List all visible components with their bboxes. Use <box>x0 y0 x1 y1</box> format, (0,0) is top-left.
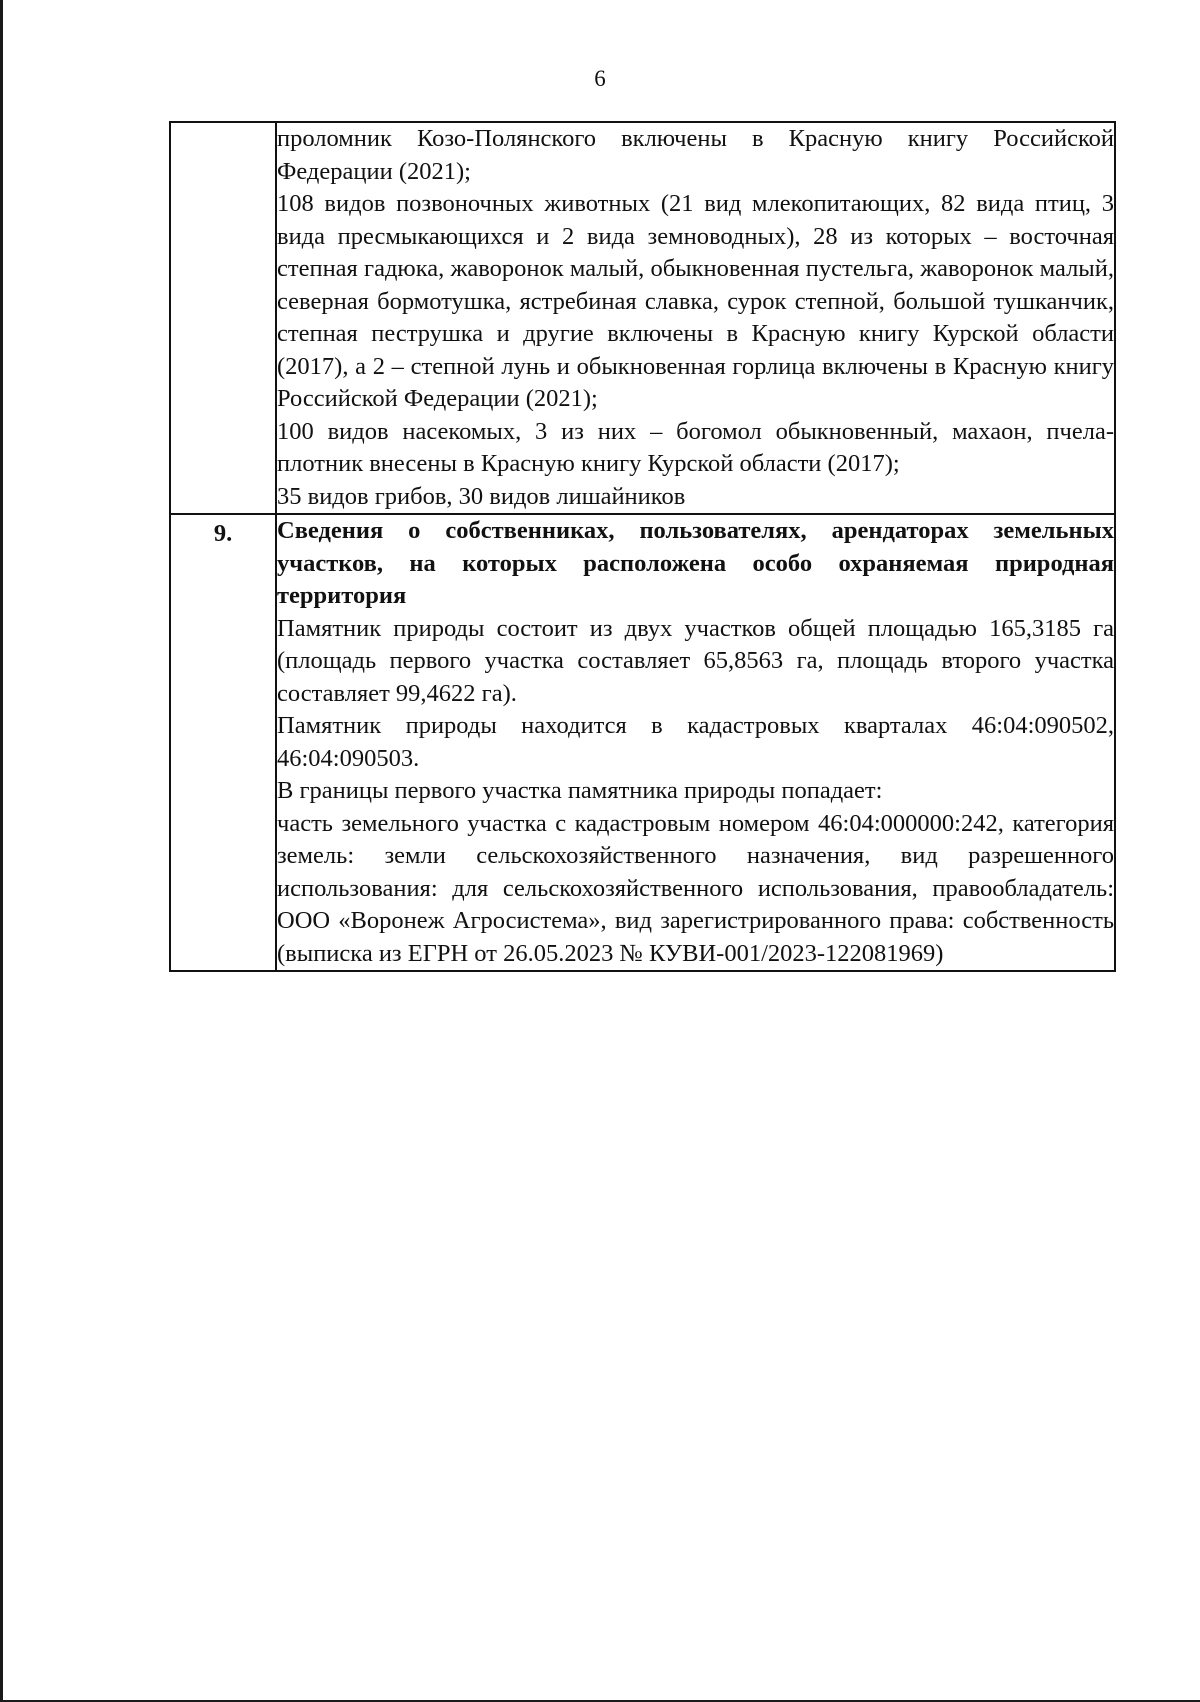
scan-edge-line <box>0 0 3 1702</box>
table-row <box>170 514 1115 971</box>
paragraph: В границы первого участка памятника природы попадает: <box>277 777 883 804</box>
paragraph: 108 видов позвоночных животных (21 вид млекопитающих, 82 вида птиц, 3 вида пресмыкающихся и 2 вида земноводных), 28 из которых – восточная степная гадюка, жаворонок малый, обыкновенная пустельга, жаворонок малый, северная бормотушка, ястребиная славка, сурок степной, большой тушканчик, степная пеструшка и другие включены в Красную книгу Курской области (2017), а 2 – степной лунь и обыкновенная горлица включены в Красную книгу Российской Федерации (2021); <box>277 190 1114 412</box>
paragraph: часть земельного участка с кадастровым номером 46:04:000000:242, категория земель: земли сельскохозяйственного назначения, вид разрешенного использования: для сельскохозяйственного использования, правообладатель: ООО «Воронеж Агросистема», вид зарегистрированного права: собственность (выписка из ЕГРН от 26.05.2023 № КУВИ-001/2023-122081969) <box>277 809 1114 967</box>
paragraph: Памятник природы находится в кадастровых кварталах 46:04:090502, 46:04:090503. <box>277 712 1114 772</box>
paragraph: Памятник природы состоит из двух участков общей площадью 165,3185 га (площадь первого участка составляет 65,8563 га, площадь второго участка составляет 99,4622 га). <box>277 614 1114 707</box>
paragraph: проломник Козо-Полянского включены в Красную книгу Российской Федерации (2021); <box>277 125 1114 185</box>
page-number: 6 <box>594 66 606 91</box>
table-row <box>170 122 1115 514</box>
section-heading: Сведения о собственниках, пользователях, арендаторах земельных участков, на которых расположена особо охраняемая природная территория <box>277 517 1114 609</box>
document-table <box>169 121 1116 972</box>
row-text-cell <box>276 122 1115 514</box>
row-text-cell <box>276 514 1115 971</box>
row-number-cell <box>170 122 276 514</box>
row-number-cell: 9. <box>170 514 276 971</box>
paragraph: 35 видов грибов, 30 видов лишайников <box>277 482 686 510</box>
paragraph: 100 видов насекомых, 3 из них – богомол обыкновенный, махаон, пчела-плотник внесены в Красную книгу Курской области (2017); <box>277 417 1114 477</box>
